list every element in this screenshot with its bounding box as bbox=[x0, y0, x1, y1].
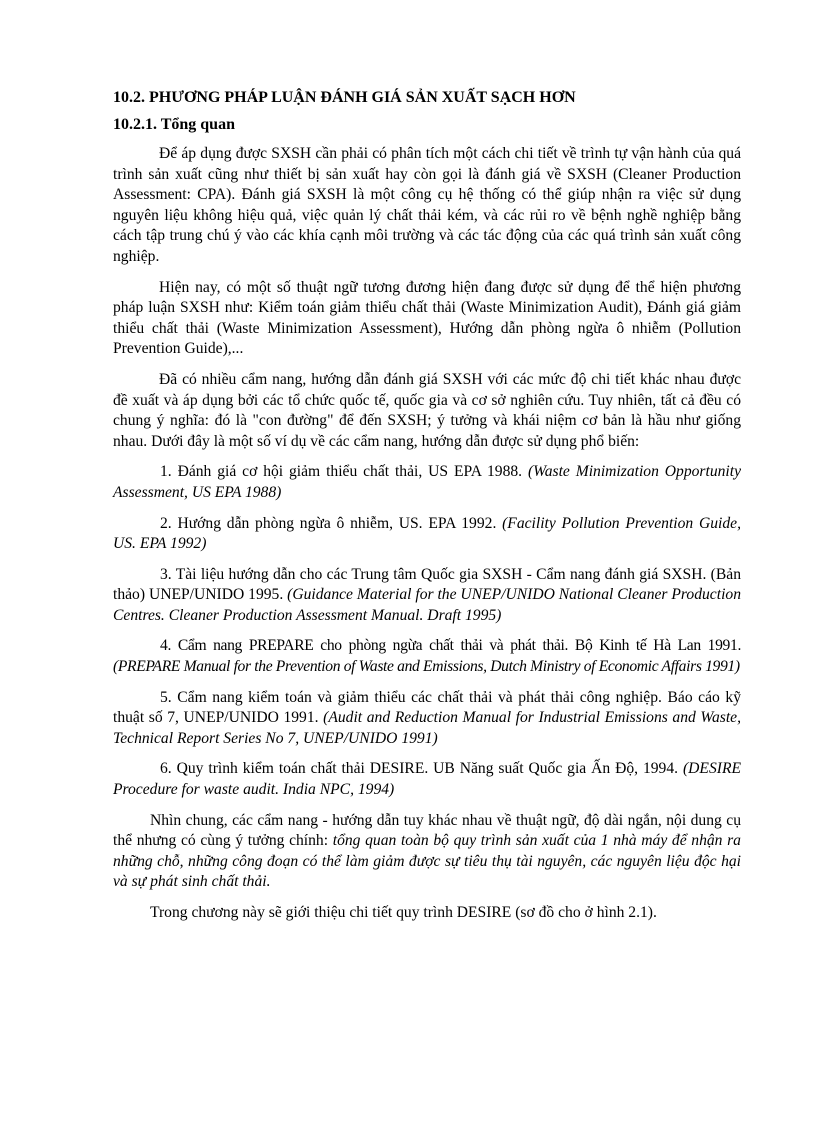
reference-text: 4. Cẩm nang PREPARE cho phòng ngừa chất thải và phát thải. Bộ Kinh tế Hà Lan 1991. bbox=[160, 637, 741, 655]
summary-text: Nhìn chung, các cẩm nang - hướng dẫn tuy khác nhau về thuật ngữ, độ dài ngắn, nội dung cụ thể nhưng có cùng ý tưởng chính: bbox=[113, 811, 741, 850]
subsection-heading: 10.2.1. Tổng quan bbox=[113, 116, 235, 133]
reference-original-title: (DESIRE Procedure for waste audit. India NPC, 1994) bbox=[113, 760, 741, 799]
section-heading: 10.2. PHƯƠNG PHÁP LUẬN ĐÁNH GIÁ SẢN XUẤT SẠCH HƠN bbox=[113, 89, 576, 106]
reference-item bbox=[113, 514, 741, 555]
document-page bbox=[113, 88, 741, 924]
paragraph-intro: Để áp dụng được SXSH cần phải có phân tích một cách chi tiết về trình tự vận hành của quá trình sản xuất cũng như thiết bị sản xuất hay còn gọi là đánh giá về SXSH (Cleaner Production Assessment: CPA). Đánh giá SXSH là một công cụ hệ thống có thể giúp nhận ra việc sử dụng nguyên liệu không hiệu quả, việc quản lý chất thải kém, và các rủi ro về bệnh nghề nghiệp bằng cách tập trung chú ý vào các khía cạnh môi trường và các tác động của các quá trình sản xuất công nghiệp. bbox=[113, 145, 741, 265]
reference-item bbox=[113, 759, 741, 800]
paragraph-terminology: Hiện nay, có một số thuật ngữ tương đương hiện đang được sử dụng để thể hiện phương pháp luận SXSH như: Kiểm toán giảm thiểu chất thải (Waste Minimization Audit), Đánh giá giảm thiểu chất thải (Waste Minimization Assessment), Hướng dẫn phòng ngừa ô nhiễm (Pollution Prevention Guide),... bbox=[113, 278, 741, 358]
reference-original-title: (Facility Pollution Prevention Guide, US. EPA 1992) bbox=[113, 514, 741, 553]
reference-original-title: (Guidance Material for the UNEP/UNIDO National Cleaner Production Centres. Cleaner Production Assessment Manual. Draft 1995) bbox=[113, 586, 741, 624]
reference-original-title: (PREPARE Manual for the Prevention of Waste and Emissions, Dutch Ministry of Economic Affairs 1991) bbox=[113, 658, 740, 676]
reference-item bbox=[113, 636, 741, 677]
summary-emphasis: tổng quan toàn bộ quy trình sản xuất của 1 nhà máy để nhận ra những chỗ, những công đoạn có thể làm giảm được sự tiêu thụ tài nguyên, các nguyên liệu độc hại và sự phát sinh chất thải. bbox=[113, 832, 741, 891]
paragraph-manuals: Đã có nhiều cẩm nang, hướng dẫn đánh giá SXSH với các mức độ chi tiết khác nhau được đề xuất và áp dụng bởi các tổ chức quốc tế, quốc gia và cơ sở nghiên cứu. Tuy nhiên, tất cả đều có chung ý nghĩa: đó là "con đường" để đến SXSH; ý tưởng và khái niệm cơ bản là hầu như giống nhau. Dưới đây là một số ví dụ về các cẩm nang, hướng dẫn được sử dụng phổ biến: bbox=[113, 370, 741, 450]
reference-item bbox=[113, 688, 741, 750]
reference-text: 2. Hướng dẫn phòng ngừa ô nhiễm, US. EPA 1992. bbox=[160, 514, 503, 532]
paragraph-summary bbox=[113, 811, 741, 893]
reference-original-title: (Audit and Reduction Manual for Industrial Emissions and Waste, Technical Report Series No 7, UNEP/UNIDO 1991) bbox=[113, 709, 741, 747]
reference-item bbox=[113, 462, 741, 503]
reference-original-title: (Waste Minimization Opportunity Assessment, US EPA 1988) bbox=[113, 463, 741, 501]
reference-text: 3. Tài liệu hướng dẫn cho các Trung tâm Quốc gia SXSH - Cẩm nang đánh giá SXSH. (Bản thảo) UNEP/UNIDO 1995. bbox=[113, 565, 741, 604]
reference-text: 5. Cẩm nang kiểm toán và giảm thiểu các chất thải và phát thải công nghiệp. Báo cáo kỹ thuật số 7, UNEP/UNIDO 1991. bbox=[113, 688, 741, 727]
reference-text: 6. Quy trình kiểm toán chất thải DESIRE. UB Năng suất Quốc gia Ấn Độ, 1994. bbox=[160, 760, 683, 778]
reference-text: 1. Đánh giá cơ hội giảm thiểu chất thải, US EPA 1988. bbox=[160, 463, 528, 481]
reference-item bbox=[113, 565, 741, 627]
paragraph-closing: Trong chương này sẽ giới thiệu chi tiết quy trình DESIRE (sơ đồ cho ở hình 2.1). bbox=[150, 904, 657, 921]
